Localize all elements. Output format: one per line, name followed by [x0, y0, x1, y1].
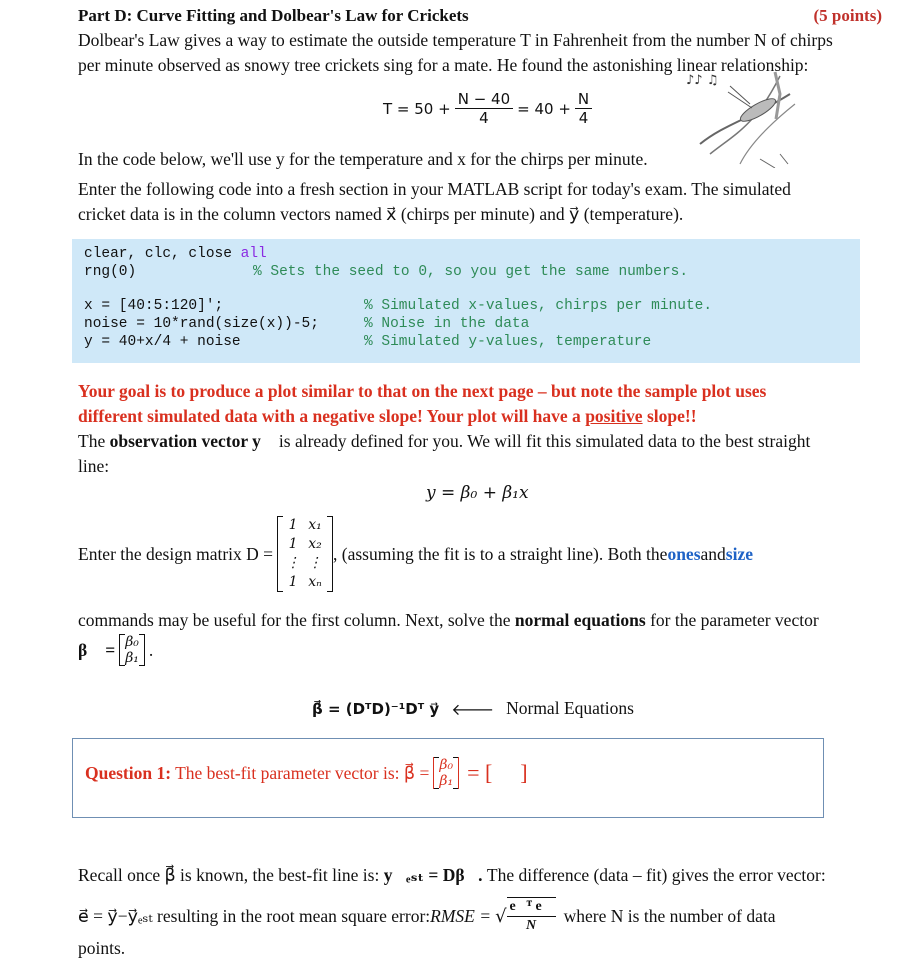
fraction-denominator: 4	[479, 109, 489, 127]
normal-eq-label: Normal Equations	[506, 698, 634, 718]
recall-line	[78, 863, 890, 888]
enter-code-paragraph	[78, 177, 890, 227]
beta1: β₁	[125, 650, 139, 666]
question-1	[85, 757, 528, 789]
goal-text: different simulated data with a negative slope! Your plot will have a	[78, 406, 586, 426]
code-comment: % Simulated y-values, temperature	[364, 334, 652, 350]
goal-line	[78, 404, 890, 429]
obs-line: line:	[78, 456, 110, 476]
size-command: size	[725, 543, 753, 564]
design-matrix-line	[78, 516, 890, 592]
beta-vector	[119, 634, 145, 666]
beta-end: .	[148, 639, 154, 660]
normal-eq-formula: β⃗ = (DᵀD)⁻¹Dᵀ y⃗	[312, 699, 440, 718]
left-arrow-icon: 🡐	[451, 699, 495, 719]
fraction-denominator: 4	[578, 109, 589, 127]
design-pre: Enter the design matrix D =	[78, 543, 274, 564]
rmse-label: RMSE =	[430, 905, 492, 926]
cmd-text: commands may be useful for the first column. Next, solve the	[78, 610, 515, 630]
observation-paragraph	[78, 429, 890, 479]
design-post: , (assuming the fit is to a straight line). Both the	[333, 543, 668, 564]
question-beta-vector	[433, 757, 459, 789]
question-label: Question 1:	[85, 762, 172, 783]
goal-paragraph	[78, 379, 890, 429]
rmse-numerator: e⃗ᵀ e⃗	[507, 898, 556, 917]
normal-equations	[312, 698, 634, 719]
matrix-cell: ⋮	[308, 555, 323, 571]
commands-line	[78, 608, 890, 633]
obs-line	[78, 429, 890, 454]
recall-text: The difference (data – fit) gives the error vector:	[482, 865, 826, 885]
matrix-cell: 1	[288, 517, 298, 533]
code-text: clear, clc, close	[84, 246, 241, 262]
matrix-cell: 1	[288, 536, 298, 552]
points-word: points.	[78, 938, 126, 958]
rmse-fraction	[507, 897, 556, 935]
beta0: β₀	[439, 757, 454, 773]
intro-line: Dolbear's Law gives a way to estimate the outside temperature T in Fahrenheit from the number N of chirps	[78, 30, 833, 50]
code-line	[84, 246, 267, 262]
goal-text: slope!!	[642, 406, 697, 426]
matrix-cell: x₁	[308, 517, 322, 533]
question-text: The best-fit parameter vector is: β⃗ =	[175, 762, 430, 783]
code-keyword: all	[240, 246, 267, 262]
rmse-line	[78, 897, 890, 935]
beta0: β₀	[125, 634, 139, 650]
answer-open: = [	[467, 760, 493, 785]
formula-lhs: T = 50 +	[383, 99, 451, 118]
beta-lhs: β⃗ =	[78, 639, 116, 660]
section-header	[78, 6, 882, 26]
sqrt-icon: √	[495, 905, 507, 927]
ones-command: ones	[667, 543, 701, 564]
obs-text: is already defined for you. We will fit this simulated data to the best straight	[274, 431, 811, 451]
code-comment: % Sets the seed to 0, so you get the same numbers.	[253, 264, 689, 280]
obs-text: The	[78, 431, 110, 451]
formula-fraction	[455, 90, 513, 127]
design-and: and	[700, 543, 726, 564]
question-box	[72, 738, 824, 818]
matrix-grid	[283, 516, 327, 592]
enter-line: cricket data is in the column vectors named x⃗ (chirps per minute) and y⃗ (temperature).	[78, 204, 684, 224]
code-line: noise = 10*rand(size(x))-5;	[84, 316, 319, 332]
rmse-denominator: N	[526, 918, 537, 933]
code-comment: % Noise in the data	[364, 316, 530, 332]
line-equation: y = β₀ + β₁x	[426, 483, 529, 503]
intro-line: per minute observed as snowy tree crickets sing for a mate. He found the astonishing linear relationship:	[78, 55, 809, 75]
normal-equations-bold: normal equations	[514, 610, 646, 630]
rmse-note: where N is the number of data	[563, 905, 776, 926]
xy-note: In the code below, we'll use y for the temperature and x for the chirps per minute.	[78, 149, 648, 169]
beta-vector-def	[78, 634, 153, 666]
design-matrix	[277, 516, 333, 592]
fraction-numerator: N − 40	[455, 90, 513, 109]
beta1: β₁	[439, 773, 454, 789]
cmd-text: for the parameter vector	[645, 610, 819, 630]
svg-text:♪♪ ♫: ♪♪ ♫	[686, 73, 719, 88]
dolbear-formula	[383, 90, 592, 127]
formula-mid: = 40 +	[517, 99, 571, 118]
answer-close: ]	[520, 760, 528, 785]
matrix-cell: 1	[288, 574, 298, 590]
recall-formula: y⃗ₑₛₜ = Dβ⃗.	[383, 865, 483, 885]
code-comment: % Simulated x-values, chirps per minute.	[364, 298, 713, 314]
goal-emphasis: positive	[585, 406, 643, 426]
matlab-code-block	[72, 239, 860, 363]
code-line: y = 40+x/4 + noise	[84, 334, 241, 350]
enter-line: Enter the following code into a fresh section in your MATLAB script for today's exam. The simulated	[78, 179, 791, 199]
fraction-numerator: N	[575, 90, 592, 109]
points-label: (5 points)	[813, 6, 882, 25]
code-line: x = [40:5:120]';	[84, 298, 224, 314]
formula-fraction	[575, 90, 592, 127]
obs-bold: observation vector y⃗	[109, 431, 275, 451]
section-title: Part D: Curve Fitting and Dolbear's Law for Crickets	[78, 6, 469, 25]
recall-text: Recall once β⃗ is known, the best-fit line is:	[78, 865, 384, 885]
matrix-cell: ⋮	[286, 555, 301, 571]
code-line: rng(0)	[84, 264, 137, 280]
matrix-cell: x₂	[308, 536, 322, 552]
error-vector-text: e⃗ = y⃗−y⃗ₑₛₜ resulting in the root mean square error:	[78, 905, 431, 926]
goal-line: Your goal is to produce a plot similar to that on the next page – but note the sample plot uses	[78, 381, 767, 401]
matrix-cell: xₙ	[308, 574, 322, 590]
